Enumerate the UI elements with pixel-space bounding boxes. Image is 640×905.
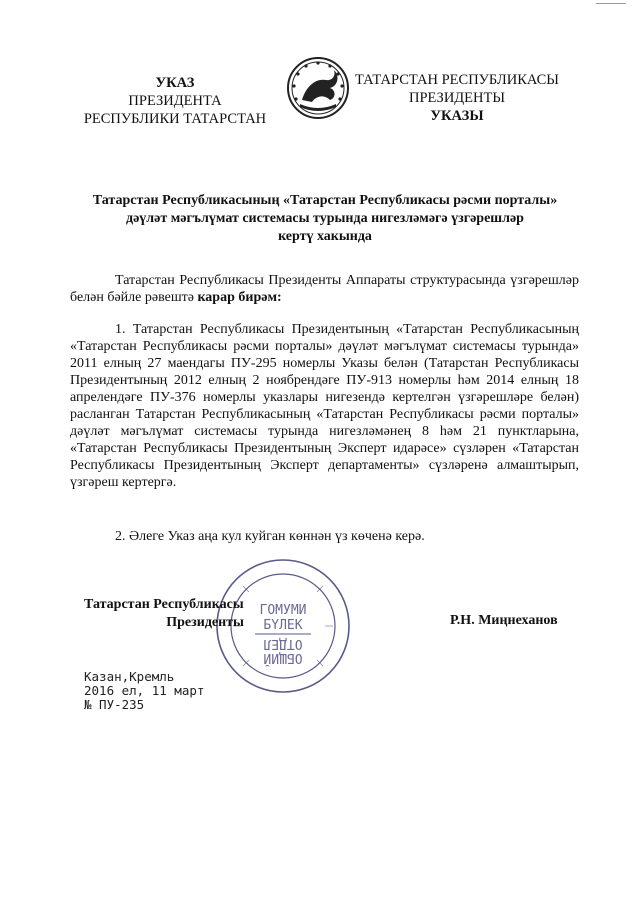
- title-line-3: кертү хакында: [278, 229, 372, 244]
- title-line-2: дәүләт мәгълүмат системасы турында нигезләмәгә үзгәрешләр: [126, 211, 524, 226]
- header-right-line-3: УКАЗЫ: [430, 108, 484, 124]
- tatarstan-emblem-icon: [286, 56, 350, 120]
- footer-date: 2016 ел, 11 март: [84, 683, 205, 698]
- header-left-russian: [70, 74, 280, 128]
- decree-title: [70, 192, 580, 246]
- signature-name: Р.Н. Миңнеханов: [450, 613, 558, 628]
- header-right-line-2: ПРЕЗИДЕНТЫ: [408, 90, 506, 106]
- signature-position-line-2: Президенты: [166, 615, 244, 630]
- item-2-paragraph: [70, 528, 579, 545]
- top-edge-line: [596, 3, 626, 4]
- item-1-paragraph: [70, 321, 579, 491]
- title-line-1: Татарстан Республикасының «Татарстан Республикасы рәсми порталы»: [92, 193, 558, 208]
- header-left-line-3: РЕСПУБЛИКИ ТАТАРСТАН: [83, 111, 267, 127]
- header-right-tatar: [352, 71, 562, 125]
- intro-text: Татарстан Республикасы Президенты Аппараты структурасында үзгәрешләр белән бәйле рәвештә: [70, 273, 579, 305]
- signature-position-line-1: Татарстан Республикасы: [84, 597, 244, 612]
- svg-text:ОТДЕЛ: ОТДЕЛ: [263, 636, 303, 651]
- svg-text:ОБЩИЙ: ОБЩИЙ: [263, 650, 303, 665]
- header-right-line-1: ТАТАРСТАН РЕСПУБЛИКАСЫ: [355, 72, 559, 88]
- intro-paragraph: [70, 272, 579, 306]
- item-2-text: 2. Әлеге Указ аңа кул куйган көннән үз көченә керә.: [115, 529, 425, 544]
- svg-text:ГОМУМИ: ГОМУМИ: [259, 603, 307, 618]
- item-1-text: 1. Татарстан Республикасы Президентының «Татарстан Республикасының «Татарстан Республикасы рәсми порталы» дәүләт мәгълүмат системасы турында» 2011 елның 27 маендагы ПУ-295 номерлы Указы белән (Татарстан Республикасы Президентының 2012 елның 2 ноябрендәге ПУ-913 номерлы һәм 2014 елның 18 апрелендәге ПУ-376 номерлы указлары нигезендә кертелгән үзгәрешләре белән) расланган Татарстан Республикасының «Татарстан Республикасы рәсми порталы» дәүләт мәгълүмат системасы турында нигезләмәнең 8 һәм 21 пунктларына, «Татарстан Республикасы Президентының Эксперт идарәсе» сүзләрен «Татарстан Республикасы Президентының Эксперт департаменты» сүзләренә алмаштырып, үзгәреш кертергә.: [70, 322, 579, 490]
- header-left-line-2: ПРЕЗИДЕНТА: [128, 93, 222, 109]
- header-left-line-1: УКАЗ: [155, 75, 195, 91]
- signature-position: [84, 596, 244, 632]
- place-date-number: [84, 670, 204, 712]
- footer-place: Казан,Кремль: [84, 669, 175, 684]
- intro-bold: карар бирәм:: [197, 290, 282, 305]
- footer-number: № ПУ-235: [84, 697, 145, 712]
- svg-text:БҮЛЕК: БҮЛЕК: [263, 618, 303, 633]
